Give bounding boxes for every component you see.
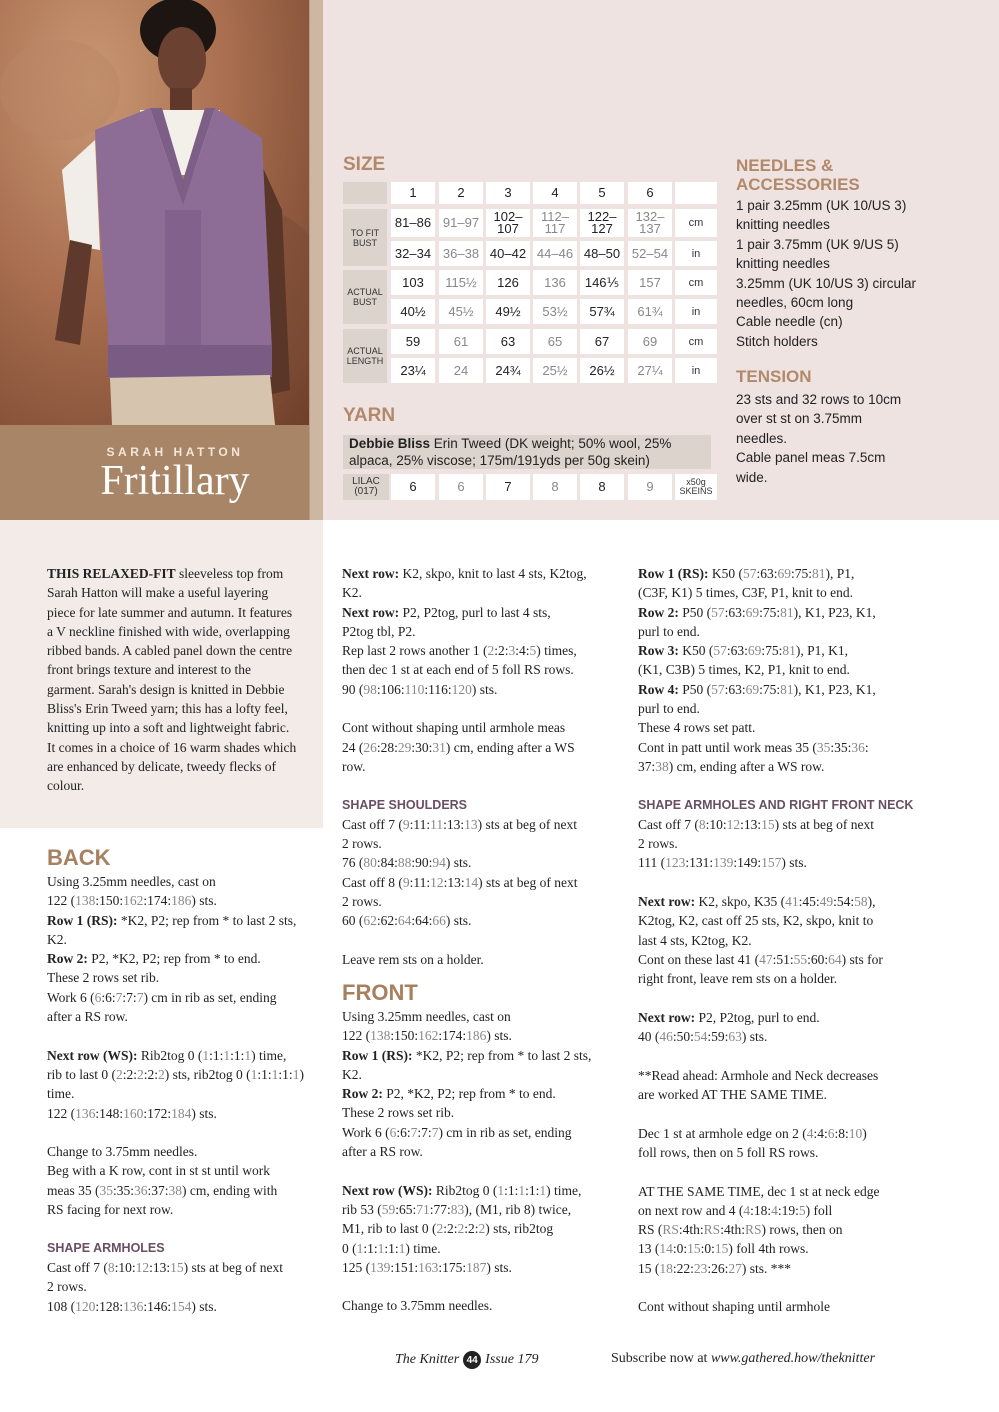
size-value-cm: 132–137: [628, 209, 672, 237]
needle-item: needles, 60cm long: [736, 295, 854, 311]
tension-line: Cable panel meas 7.5cm: [736, 450, 886, 466]
size-heading: SIZE: [343, 154, 386, 175]
model-illustration: [0, 0, 309, 425]
back-heading: BACK: [47, 845, 111, 870]
size-unit-in: in: [675, 299, 717, 324]
front-instructions: Using 3.25mm needles, cast on 122 (138:150:162:174:186) sts. Row 1 (RS): *K2, P2; rep from * to last 2 sts, K2. Row 2: P2, *K2, P2; rep from * to end. These 2 rows set rib. Work 6 (6:6:7:7:7) cm in rib as set, ending after a RS row. Next row (WS): Rib2tog 0 (1:1:1:1:1) time, rib 53 (59:65:71:77:83), (M1, rib 8) twice, M1, rib to last 0 (2:2:2:2:2) sts, rib2tog 0 (1:1:1:1:1) time. 125 (139:151:163:175:187) sts. Change to 3.75mm needles.: [342, 1009, 592, 1314]
size-value-cm: 63: [486, 329, 530, 354]
size-value-in: 40½: [391, 299, 435, 324]
size-value-cm: 122–127: [580, 209, 624, 237]
tension-heading: TENSION: [736, 367, 812, 386]
footer-subscribe: [611, 1351, 875, 1367]
yarn-brand: Debbie Bliss: [349, 436, 431, 451]
size-value-cm: 69: [628, 329, 672, 354]
intro-lead: THIS RELAXED-FIT: [47, 566, 176, 581]
size-header-unit: [675, 182, 717, 204]
tension-line: wide.: [736, 469, 768, 485]
subscribe-text: Subscribe now at: [611, 1351, 711, 1366]
size-number: 6: [628, 182, 672, 204]
size-value-in: 40–42: [486, 241, 530, 266]
needle-item: 3.25mm (UK 10/US 3) circular: [736, 275, 917, 291]
footer-magazine: [395, 1351, 538, 1369]
needle-item: Cable needle (cn): [736, 314, 843, 330]
size-row-label: TO FIT BUST: [343, 209, 387, 266]
shape-neck-heading: SHAPE ARMHOLES AND RIGHT FRONT NECK: [638, 797, 914, 812]
shape-armholes-heading: SHAPE ARMHOLES: [47, 1240, 165, 1255]
size-value-cm: 91–97: [439, 209, 483, 237]
yarn-amount: 6: [439, 474, 483, 500]
size-value-in: 25½: [533, 358, 577, 383]
size-value-in: 61¾: [628, 299, 672, 324]
yarn-unit: x50g SKEINS: [675, 474, 717, 500]
tension-text: [736, 390, 901, 487]
pattern-title: Fritillary: [100, 458, 250, 504]
decorative-strip: [309, 0, 324, 520]
front-heading: FRONT: [342, 980, 418, 1005]
size-value-in: 27¼: [628, 358, 672, 383]
needles-list: [736, 196, 916, 351]
size-number: 3: [486, 182, 530, 204]
size-unit-cm: cm: [675, 270, 717, 295]
size-value-cm: 102–107: [486, 209, 530, 237]
needle-item: 1 pair 3.75mm (UK 9/US 5): [736, 236, 899, 252]
size-value-cm: 126: [486, 270, 530, 295]
size-value-cm: 65: [533, 329, 577, 354]
size-number: 1: [391, 182, 435, 204]
size-value-cm: 81–86: [391, 209, 435, 237]
yarn-amount: 8: [533, 474, 577, 500]
size-value-cm: 157: [628, 270, 672, 295]
size-value-in: 24¾: [486, 358, 530, 383]
size-value-in: 32–34: [391, 241, 435, 266]
intro-text: [47, 564, 297, 796]
size-number: 5: [580, 182, 624, 204]
size-value-cm: 112–117: [533, 209, 577, 237]
size-row-label: ACTUAL LENGTH: [343, 329, 387, 383]
size-unit-cm: cm: [675, 209, 717, 237]
size-value-in: 52–54: [628, 241, 672, 266]
shape-shoulders-heading: SHAPE SHOULDERS: [342, 797, 468, 812]
yarn-amount: 6: [391, 474, 435, 500]
needles-heading: [736, 156, 876, 194]
size-unit-cm: cm: [675, 329, 717, 354]
yarn-desc: Erin Tweed (DK weight; 50% wool, 25% alpaca, 25% viscose; 175m/191yds per 50g skein): [349, 436, 672, 468]
yarn-description: [343, 435, 711, 469]
needle-item: knitting needles: [736, 256, 830, 272]
page-number: 44: [463, 1351, 481, 1369]
tension-line: needles.: [736, 430, 788, 446]
size-unit-in: in: [675, 241, 717, 266]
yarn-amount: 7: [486, 474, 530, 500]
size-value-cm: 103: [391, 270, 435, 295]
needle-item: knitting needles: [736, 217, 830, 233]
yarn-shade: LILAC (017): [343, 474, 389, 500]
size-value-in: 36–38: [439, 241, 483, 266]
size-number: 4: [533, 182, 577, 204]
size-row-label: ACTUAL BUST: [343, 270, 387, 324]
size-number: 2: [439, 182, 483, 204]
tension-line: 23 sts and 32 rows to 10cm: [736, 392, 902, 407]
size-value-in: 26½: [580, 358, 624, 383]
issue-number: Issue 179: [485, 1352, 539, 1367]
size-value-cm: 61: [439, 329, 483, 354]
title-banner: [0, 425, 309, 520]
back-continued: Next row: K2, skpo, knit to last 4 sts, K2tog, K2. Next row: P2, P2tog, purl to last 4 sts, P2tog tbl, P2. Rep last 2 rows another 1 (2:2:3:4:5) times, then dec 1 st at each end of 5 foll RS rows. 90 (98:106:110:116:120) sts. Cont without shaping until armhole meas 24 (26:28:29:30:31) cm, ending after a WS row. SHAPE SHOULDERS Cast off 7 (9:11:11:13:13) sts at beg of next 2 rows. 76 (80:84:88:90:94) sts. Cast off 8 (9:11:12:13:14) sts at beg of next 2 rows. 60 (62:62:64:64:66) sts. Leave rem sts on a holder.: [342, 564, 627, 969]
designer-name: SARAH HATTON: [106, 445, 244, 459]
back-instructions: Using 3.25mm needles, cast on 122 (138:150:162:174:186) sts. Row 1 (RS): *K2, P2; rep from * to last 2 sts, K2. Row 2: P2, *K2, P2; rep from * to end. These 2 rows set rib. Work 6 (6:6:7:7:7) cm in rib as set, ending after a RS row. Next row (WS): Rib2tog 0 (1:1:1:1:1) time, rib to last 0 (2:2:2:2:2) sts, rib2tog 0 (1:1:1:1:1) time. 122 (136:148:160:172:184) sts. Change to 3.75mm needles. Beg with a K row, cont in st st until work meas 35 (35:35:36:37:38) cm, ending with RS facing for next row. SHAPE ARMHOLES Cast off 7 (8:10:12:13:15) sts at beg of next 2 rows. 108 (120:128:136:146:154) sts.: [47, 872, 332, 1316]
needle-item: 1 pair 3.25mm (UK 10/US 3): [736, 198, 907, 213]
intro-body: sleeveless top from Sarah Hatton will make a useful layering piece for late summer and autumn. It features a V neckline finished with wide, overlapping ribbed bands. A cabled panel down the centre front brings texture and interest to the garment. Sarah's design is knitted in Debbie Bliss's Erin Tweed yarn; this has a lofty feel, knitting up into a soft and lightweight fabric. It comes in a choice of 16 warm shades which are enhanced by delicate, tweedy flecks of colour.: [47, 566, 297, 794]
size-value-cm: 115½: [439, 270, 483, 295]
size-value-in: 24: [439, 358, 483, 383]
size-value-cm: 136: [533, 270, 577, 295]
subscribe-link[interactable]: www.gathered.how/theknitter: [710, 1351, 876, 1366]
tension-line: over st st on 3.75mm: [736, 411, 863, 427]
size-value-in: 53½: [533, 299, 577, 324]
size-value-cm: 146⅕: [580, 270, 624, 295]
size-value-in: 45½: [439, 299, 483, 324]
front-continued: Row 1 (RS): K50 (57:63:69:75:81), P1, (C3F, K1) 5 times, C3F, P1, knit to end. Row 2: P50 (57:63:69:75:81), K1, P23, K1, purl to end. Row 3: K50 (57:63:69:75:81), P1, K1, (K1, C3B) 5 times, K2, P1, knit to end. Row 4: P50 (57:63:69:75:81), K1, P23, K1, purl to end. These 4 rows set patt. Cont in patt until work meas 35 (35:35:36: 37:38) cm, ending after a WS row. SHAPE ARMHOLES AND RIGHT FRONT NECK Cast off 7 (8:10:12:13:15) sts at beg of next 2 rows. 111 (123:131:139:149:157) sts. Next row: K2, skpo, K35 (41:45:49:54:58), K2tog, K2, cast off 25 sts, K2, skpo, knit to last 4 sts, K2tog, K2. Cont on these last 41 (47:51:55:60:64) sts for right front, leave rem sts on a holder. Next row: P2, P2tog, purl to end. 40 (46:50:54:59:63) sts. **Read ahead: Armhole and Neck decreases are worked AT THE SAME TIME. Dec 1 st at armhole edge on 2 (4:4:6:8:10) foll rows, then on 5 foll RS rows. AT THE SAME TIME, dec 1 st at neck edge on next row and 4 (4:18:4:19:5) foll RS (RS:4th:RS:4th:RS) rows, then on 13 (14:0:15:0:15) foll 4th rows. 15 (18:22:23:26:27) sts. *** Cont without shaping until armhole: [638, 564, 928, 1317]
size-value-in: 23¼: [391, 358, 435, 383]
size-value-cm: 59: [391, 329, 435, 354]
needles-heading-text: NEEDLES & ACCESSORIES: [736, 156, 860, 194]
magazine-name: The Knitter: [395, 1352, 460, 1367]
size-value-in: 44–46: [533, 241, 577, 266]
model-photo: [0, 0, 309, 425]
size-unit-in: in: [675, 358, 717, 383]
size-header-blank: [343, 182, 387, 204]
size-value-in: 57¾: [580, 299, 624, 324]
yarn-heading: YARN: [343, 405, 396, 426]
size-value-in: 49½: [486, 299, 530, 324]
yarn-amount: 8: [580, 474, 624, 500]
needle-item: Stitch holders: [736, 333, 818, 349]
size-value-cm: 67: [580, 329, 624, 354]
size-value-in: 48–50: [580, 241, 624, 266]
yarn-amount: 9: [628, 474, 672, 500]
